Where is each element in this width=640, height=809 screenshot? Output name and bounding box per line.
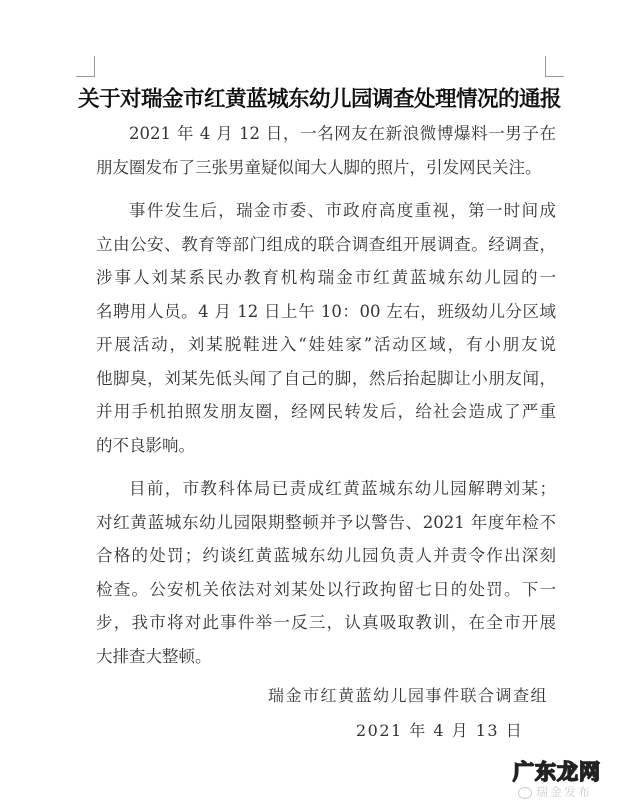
text-line: 名聘用人员。4 月 12 日上午 10：00 左右，班级幼儿分区域 bbox=[96, 301, 556, 321]
text-line: 步，我市将对此事件举一反三，认真吸取教训，在全市开展 bbox=[96, 613, 556, 632]
text-line: 对红黄蓝城东幼儿园限期整顿并予以警告、2021 年度年检不 bbox=[96, 512, 556, 532]
weibo-logo-icon bbox=[518, 787, 532, 799]
text-line: 合格的处罚；约谈红黄蓝城东幼儿园负责人并责令作出深刻 bbox=[96, 546, 556, 565]
text-line: 他脚臭，刘某先低头闻了自己的脚，然后抬起脚让小朋友闻， bbox=[96, 368, 556, 388]
signature-date: 2021 年 4 月 13 日 bbox=[356, 721, 524, 740]
paragraph-3 bbox=[96, 472, 556, 673]
paragraph-2 bbox=[96, 194, 556, 462]
paragraph-1 bbox=[96, 117, 556, 184]
crop-mark-top-left bbox=[76, 56, 95, 77]
text-line: 朋友圈发布了三张男童疑似闻大人脚的照片，引发网民关注。 bbox=[96, 157, 542, 177]
text-line: 并用手机拍照发朋友圈，经网民转发后，给社会造成了严重 bbox=[96, 402, 556, 421]
signature-organization: 瑞金市红黄蓝幼儿园事件联合调查组 bbox=[268, 686, 549, 705]
text-line: 目前，市教科体局已责成红黄蓝城东幼儿园解聘刘某； bbox=[129, 479, 556, 498]
text-line: 开展活动，刘某脱鞋进入“娃娃家”活动区域，有小朋友说 bbox=[96, 335, 556, 354]
text-line: 检查。公安机关依法对刘某处以行政拘留七日的处罚。下一 bbox=[96, 579, 556, 599]
watermark-site: 广东龙网 bbox=[513, 760, 601, 784]
text-line: 立由公安、教育等部门组成的联合调查组开展调查。经调查， bbox=[96, 234, 556, 254]
text-line: 大排查大整顿。 bbox=[96, 646, 212, 666]
watermark-source bbox=[518, 783, 592, 800]
text-line: 事件发生后，瑞金市委、市政府高度重视，第一时间成 bbox=[129, 201, 556, 220]
crop-mark-top-right bbox=[545, 56, 564, 77]
watermark-source-label: 瑞金发布 bbox=[536, 785, 593, 799]
document-title: 关于对瑞金市红黄蓝城东幼儿园调查处理情况的通报 bbox=[78, 87, 562, 112]
text-line: 2021 年 4 月 12 日，一名网友在新浪微博爆料一男子在 bbox=[129, 124, 556, 143]
text-line: 的不良影响。 bbox=[96, 435, 195, 455]
document-body bbox=[96, 117, 556, 673]
text-line: 涉事人刘某系民办教育机构瑞金市红黄蓝城东幼儿园的一 bbox=[96, 268, 556, 287]
